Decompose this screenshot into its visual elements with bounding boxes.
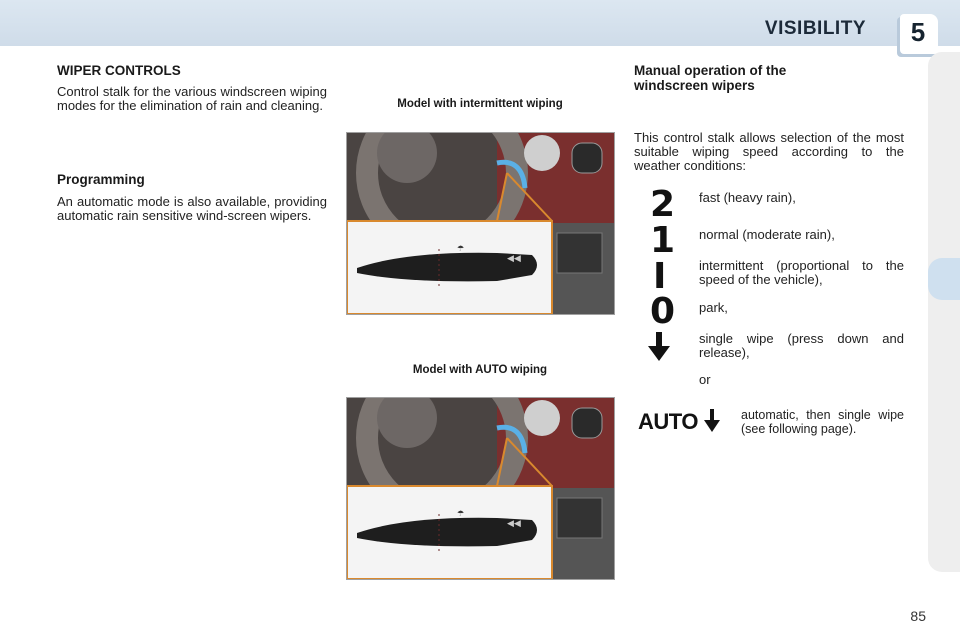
intro-text: Control stalk for the various windscreen wiping modes for the elimination of rain and cleaning. — [57, 84, 327, 113]
svg-text:☂: ☂ — [457, 244, 465, 253]
caption-intermittent: Model with intermittent wiping — [397, 98, 563, 110]
arrow-down-icon — [648, 332, 670, 367]
manual-heading: Manual operation of the windscreen wipers — [634, 63, 787, 93]
wiper-stalk-photo — [346, 132, 615, 315]
side-marker — [928, 258, 960, 300]
programming-text: An automatic mode is also available, providing automatic rain sensitive wind-screen wipers. — [57, 194, 327, 223]
page-number: 85 — [910, 608, 926, 624]
manual-intro: This control stalk allows selection of the most suitable wiping speed according to the weather conditions: — [634, 130, 904, 173]
subheading: Programming — [57, 172, 145, 187]
chapter-number: 5 — [910, 17, 926, 47]
symbol-2: 2 — [650, 184, 676, 225]
option-single-wipe: single wipe (press down and release), — [699, 331, 904, 360]
auto-symbol: AUTO — [638, 409, 698, 434]
side-strip — [928, 52, 960, 572]
symbol-0: 0 — [650, 291, 676, 332]
option-intermittent: intermittent (proportional to the speed of the vehicle), — [699, 258, 904, 287]
option-auto: automatic, then single wipe (see following page). — [741, 408, 904, 436]
symbol-intermittent: I — [653, 256, 667, 297]
svg-text:◀◀: ◀◀ — [507, 519, 521, 529]
auto-arrow-down-icon — [704, 409, 720, 438]
svg-text:☂: ☂ — [457, 509, 465, 518]
symbol-1: 1 — [650, 220, 676, 261]
option-normal: normal (moderate rain), — [699, 227, 835, 242]
svg-text:◀◀: ◀◀ — [507, 254, 521, 264]
option-fast: fast (heavy rain), — [699, 190, 796, 205]
or-text: or — [699, 372, 711, 387]
page-title: VISIBILITY — [764, 18, 866, 39]
option-park: park, — [699, 300, 728, 315]
chapter-tab — [900, 14, 938, 54]
caption-auto: Model with AUTO wiping — [412, 364, 548, 376]
section-heading: WIPER CONTROLS — [57, 63, 181, 78]
wiper-stalk-auto-photo — [346, 397, 615, 580]
